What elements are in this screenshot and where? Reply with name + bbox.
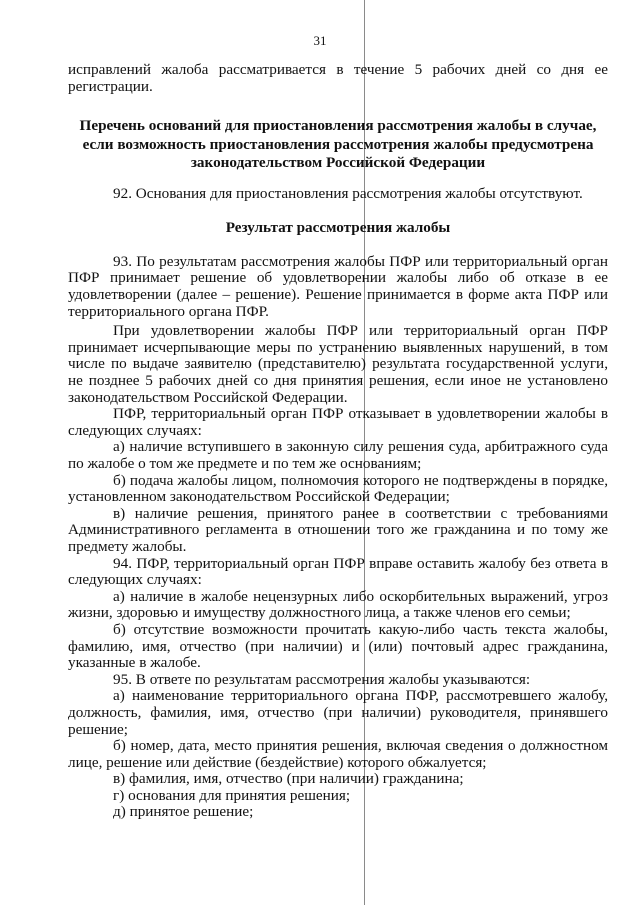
paragraph-satisfaction: При удовлетворении жалобы ПФР или территориальный орган ПФР принимает исчерпывающие меры по устранению выявленных нарушений, в том числе по выдаче заявителю (представителю) результата государственной услуги, не позднее 5 рабочих дней со дня принятия решения, если иное не установлено законодательством Российской Федерации. — [68, 322, 608, 406]
document-page — [68, 62, 608, 821]
heading-suspension-grounds: Перечень оснований для приостановления рассмотрения жалобы в случае, если возможность приостановления рассмотрения жалобы предусмотрена законодательством Российской Федерации — [79, 117, 597, 172]
list-item-answer-a: а) наименование территориального органа ПФР, рассмотревшего жалобу, должность, фамилия, имя, отчество (при наличии) руководителя, принявшего решение; — [68, 687, 608, 738]
list-item-no-answer-a: а) наличие в жалобе нецензурных либо оскорбительных выражений, угроз жизни, здоровью и имуществу должностного лица, а также членов его семьи; — [68, 587, 608, 622]
list-item-answer-d: г) основания для принятия решения; — [113, 786, 351, 804]
list-item-answer-e: д) принятое решение; — [113, 803, 254, 821]
paragraph-92: 92. Основания для приостановления рассмотрения жалобы отсутствуют. — [113, 184, 583, 202]
list-item-answer-b: б) номер, дата, место принятия решения, включая сведения о должностном лице, решение или действие (бездействие) которого обжалуется; — [68, 737, 608, 771]
list-item-no-answer-b: б) отсутствие возможности прочитать какую-либо часть текста жалобы, фамилию, имя, отчество (при наличии) и (или) почтовый адрес гражданина, указанные в жалобе. — [68, 620, 608, 672]
paragraph-94: 94. ПФР, территориальный орган ПФР вправе оставить жалобу без ответа в следующих случаях: — [68, 554, 608, 589]
list-item-refusal-b: б) подача жалобы лицом, полномочия которого не подтверждены в порядке, установленном законодательством Российской Федерации; — [68, 471, 608, 506]
list-item-refusal-c: в) наличие решения, принятого ранее в соответствии с требованиями Административного регламента в отношении того же гражданина и по тому же предмету жалобы. — [68, 504, 608, 555]
page-number: 31 — [313, 33, 327, 48]
paragraph-95: 95. В ответе по результатам рассмотрения жалобы указываются: — [113, 670, 531, 688]
paragraph-93: 93. По результатам рассмотрения жалобы ПФР или территориальный орган ПФР принимает решение об удовлетворении жалобы либо об отказе в ее удовлетворении (далее – решение). Решение принимается в форме акта ПФР или территориального органа ПФР. — [68, 252, 608, 320]
list-item-answer-c: в) фамилия, имя, отчество (при наличии) гражданина; — [113, 770, 464, 788]
heading-result: Результат рассмотрения жалобы — [225, 219, 451, 237]
opening-paragraph: исправлений жалоба рассматривается в течение 5 рабочих дней со дня ее регистрации. — [68, 61, 608, 95]
list-item-refusal-a: а) наличие вступившего в законную силу решения суда, арбитражного суда по жалобе о том же предмете и по тем же основаниям; — [68, 438, 608, 472]
paragraph-refusal-intro: ПФР, территориальный орган ПФР отказывает в удовлетворении жалобы в следующих случаях: — [68, 405, 608, 439]
